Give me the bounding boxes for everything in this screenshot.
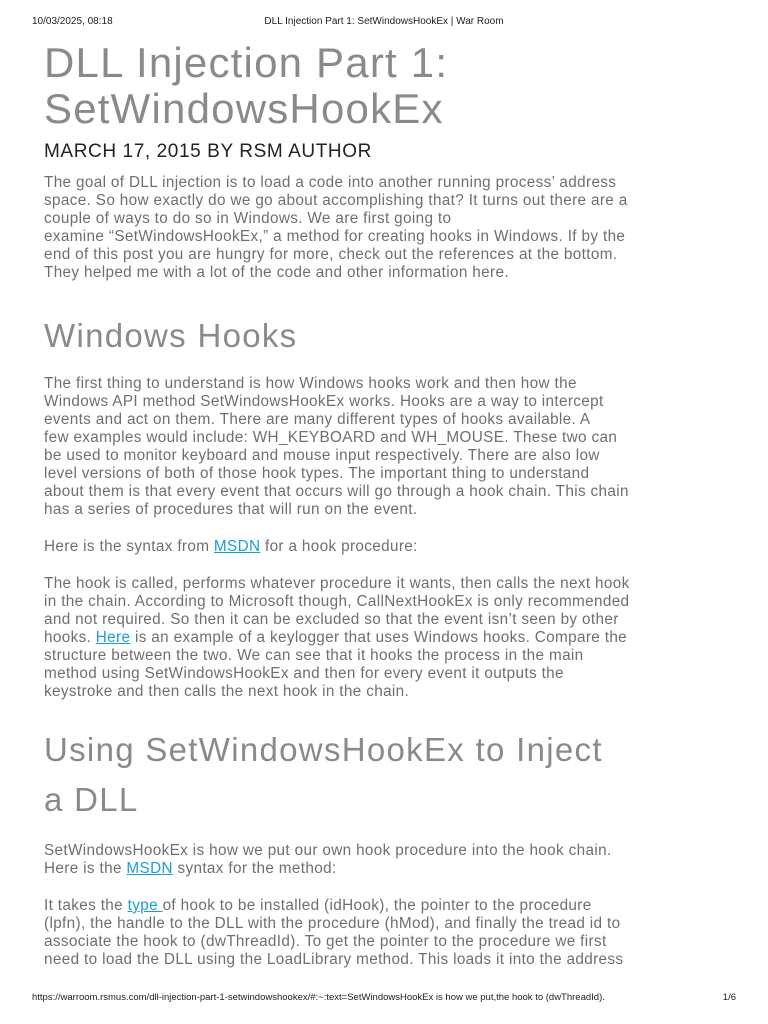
article	[44, 40, 730, 978]
intro-line: examine “SetWindowsHookEx,” a method for creating hooks in Windows. If by the	[44, 228, 626, 245]
paragraph-line: (lpfn), the handle to the DLL with the procedure (hMod), and finally the tread id to	[44, 915, 621, 932]
section-heading-line1: Using SetWindowsHookEx to Inject	[44, 731, 603, 768]
paragraph-line: associate the hook to (dwThreadId). To get the pointer to the procedure we first	[44, 933, 607, 950]
paragraph-line: in the chain. According to Microsoft though, CallNextHookEx is only recommended	[44, 593, 630, 610]
hooks-paragraph-3	[44, 575, 730, 701]
paragraph-line: be used to monitor keyboard and mouse input respectively. There are also low	[44, 447, 600, 464]
paragraph-line-text: syntax for the method:	[172, 860, 337, 877]
print-url: https://warroom.rsmus.com/dll-injection-part-1-setwindowshookex/#:~:text=SetWindowsHookEx is how we put,the hook to (dwThreadId).	[32, 992, 605, 1003]
paragraph-line: SetWindowsHookEx is how we put our own hook procedure into the hook chain.	[44, 842, 612, 859]
section-heading-inject-dll	[44, 725, 730, 825]
paragraph-line: structure between the two. We can see that it hooks the process in the main	[44, 647, 584, 664]
msdn-hook-procedure-link[interactable]: MSDN	[213, 538, 261, 555]
section-heading-windows-hooks: Windows Hooks	[44, 317, 298, 354]
article-title	[44, 40, 730, 132]
syntax-text-before: Here is the syntax from	[44, 538, 214, 555]
paragraph-line: keystroke and then calls the next hook in the chain.	[44, 683, 410, 700]
print-page-title: DLL Injection Part 1: SetWindowsHookEx | War Room	[264, 16, 504, 27]
paragraph-line: and not required. So then it can be excluded so that the event isn’t seen by other	[44, 611, 619, 628]
paragraph-line: events and act on them. There are many different types of hooks available. A	[44, 411, 591, 428]
intro-paragraph	[44, 174, 730, 282]
intro-line: end of this post you are hungry for more, check out the references at the bottom.	[44, 246, 618, 263]
intro-line: They helped me with a lot of the code and other information here.	[44, 264, 509, 281]
print-header	[32, 16, 736, 30]
paragraph-line: few examples would include: WH_KEYBOARD and WH_MOUSE. These two can	[44, 429, 618, 446]
print-footer	[32, 992, 736, 1006]
inject-paragraph-1	[44, 842, 730, 878]
paragraph-line: Windows API method SetWindowsHookEx works. Hooks are a way to intercept	[44, 393, 604, 410]
print-datetime: 10/03/2025, 08:18	[32, 16, 113, 27]
paragraph-line: about them is that every event that occurs will go through a hook chain. This chain	[44, 483, 629, 500]
paragraph-line: The hook is called, performs whatever procedure it wants, then calls the next hook	[44, 575, 630, 592]
paragraph-line: method using SetWindowsHookEx and then for every event it outputs the	[44, 665, 564, 682]
article-meta: MARCH 17, 2015 BY RSM AUTHOR	[44, 141, 372, 162]
intro-line: space. So how exactly do we go about accomplishing that? It turns out there are a	[44, 192, 628, 209]
intro-line: The goal of DLL injection is to load a code into another running process’ address	[44, 174, 617, 191]
intro-line: couple of ways to do so in Windows. We are first going to	[44, 210, 452, 227]
article-title-line1: DLL Injection Part 1:	[44, 40, 449, 86]
keylogger-example-link[interactable]: Here	[95, 629, 131, 646]
paragraph-line: The first thing to understand is how Windows hooks work and then how the	[44, 375, 577, 392]
paragraph-line-text: It takes the	[44, 897, 128, 914]
msdn-setwindowshookex-link[interactable]: MSDN	[126, 860, 173, 877]
paragraph-line-text: hooks.	[44, 629, 96, 646]
paragraph-line: has a series of procedures that will run on the event.	[44, 501, 418, 518]
hooks-paragraph-1	[44, 375, 730, 519]
paragraph-line-text: of hook to be installed (idHook), the pointer to the procedure	[162, 897, 592, 914]
paragraph-line: need to load the DLL using the LoadLibrary method. This loads it into the address	[44, 951, 624, 968]
syntax-text-after: for a hook procedure:	[260, 538, 418, 555]
paragraph-line-text: is an example of a keylogger that uses Windows hooks. Compare the	[130, 629, 628, 646]
inject-paragraph-2	[44, 897, 730, 969]
paragraph-line-text: Here is the	[44, 860, 127, 877]
paragraph-line: level versions of both of those hook types. The important thing to understand	[44, 465, 590, 482]
hook-syntax-paragraph	[44, 538, 730, 556]
article-title-line2: SetWindowsHookEx	[44, 85, 444, 132]
hook-type-link[interactable]: type	[127, 897, 163, 914]
page-indicator: 1/6	[722, 992, 736, 1003]
section-heading-line2: a DLL	[44, 781, 139, 818]
